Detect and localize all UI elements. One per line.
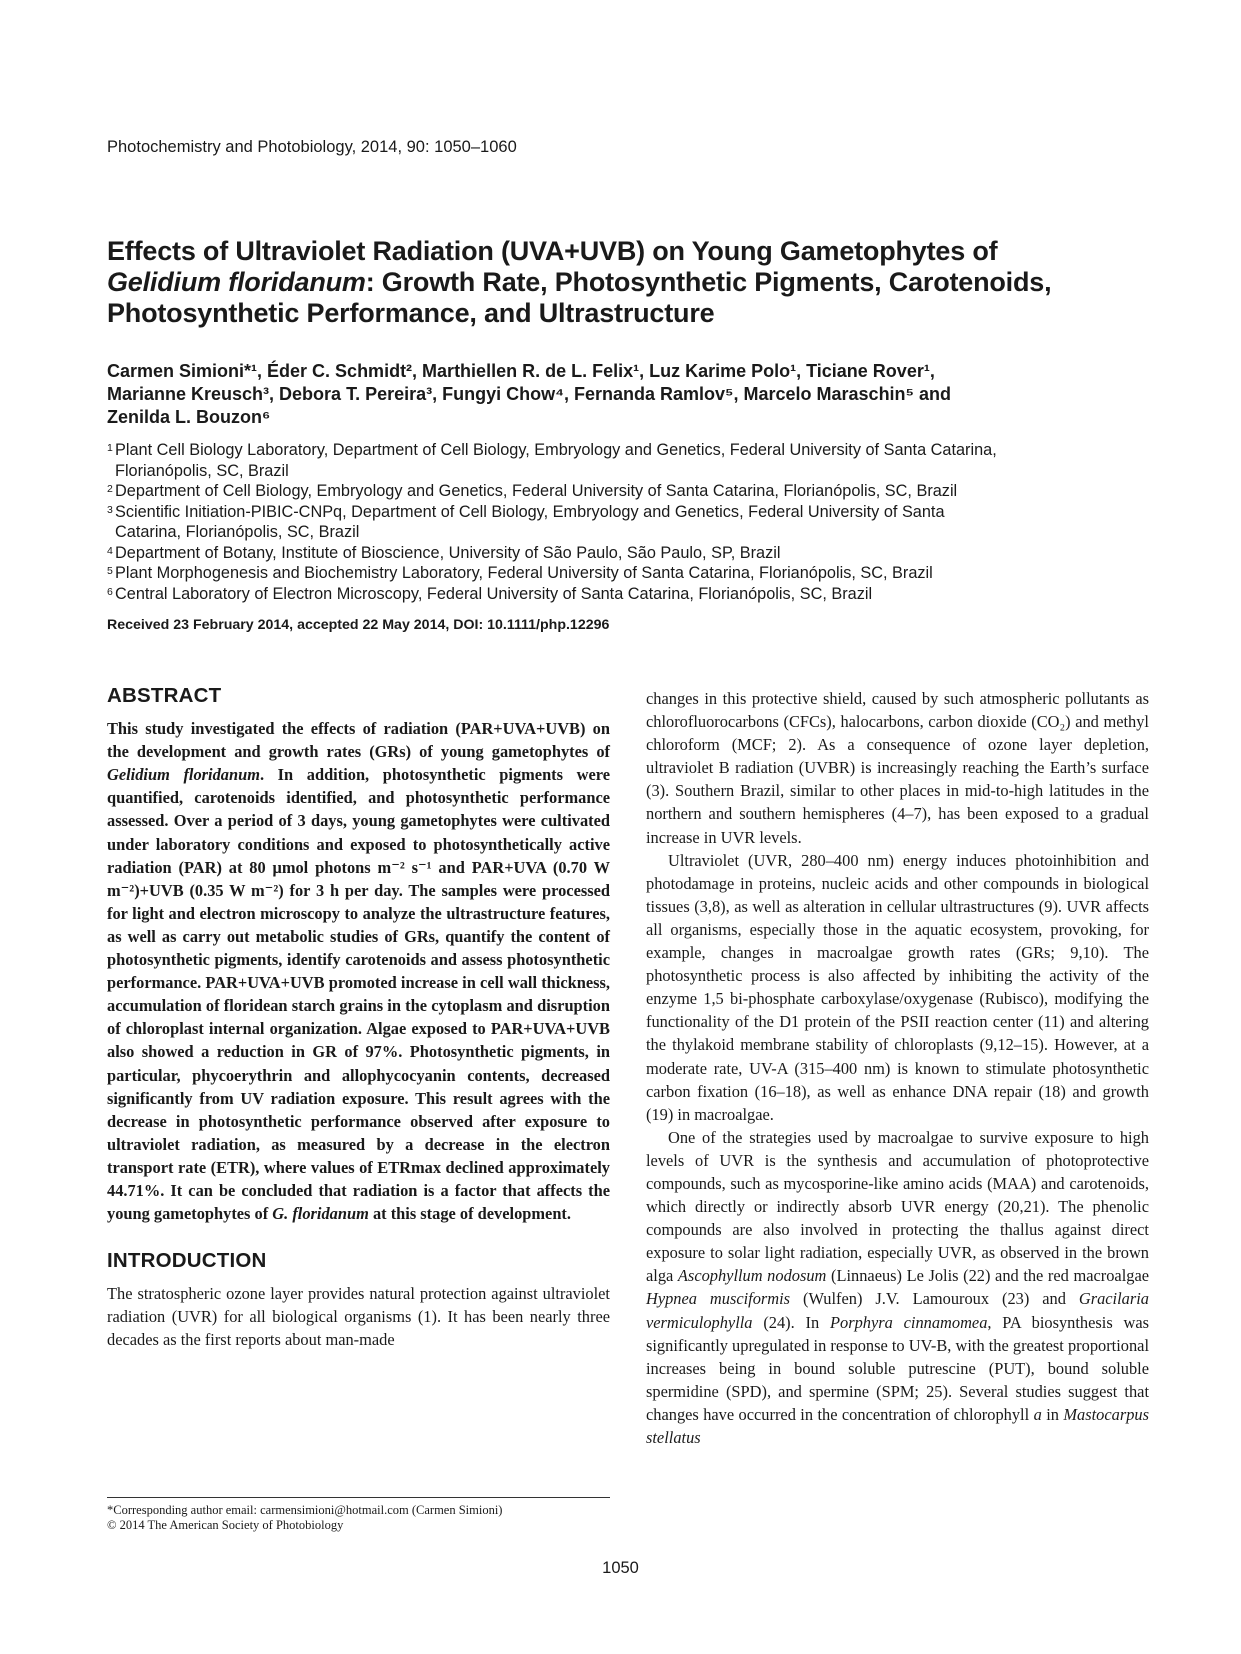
affiliation-text: Plant Cell Biology Laboratory, Department of Cell Biology, Embryology and Genetics, Federal University of Santa Catarina, xyxy=(115,441,997,459)
body-paragraph xyxy=(646,1126,1149,1449)
affiliation xyxy=(107,543,1167,564)
species-name: Mastocarpus stellatus xyxy=(646,1404,1149,1447)
chlorophyll-a: a xyxy=(1033,1404,1042,1424)
species-name: Hypnea musciformis xyxy=(646,1289,791,1309)
received-dates: Received 23 February 2014, accepted 22 May 2014, DOI: 10.1111/php.12296 xyxy=(107,617,610,633)
title-line-2 xyxy=(107,267,1167,298)
abstract-text xyxy=(107,717,610,1225)
page-number: 1050 xyxy=(602,1559,639,1577)
paragraph-part: , PA biosynthesis was significantly upregulated in response to UV-B, with the greatest proportional increases being in bound soluble putrescine (PUT), bound soluble spermidine (SPD), and spermine (SPM; 25). Several studies suggest that changes have occurred in the concentration of chlorophyll xyxy=(646,1312,1149,1424)
title-line-1: Effects of Ultraviolet Radiation (UVA+UVB) on Young Gametophytes of xyxy=(107,236,998,266)
abstract-species: G. floridanum xyxy=(272,1204,369,1224)
paragraph-part: One of the strategies used by macroalgae to survive exposure to high levels of UVR is the synthesis and accumulation of photoprotective compounds, such as mycosporine-like amino acids (MAA) and carotenoids, which directly or indirectly absorb UVR energy (20,21). The phenolic compounds are also involved in protecting the thallus against direct exposure to solar light radiation, especially UVR, as observed in the brown alga xyxy=(646,1127,1149,1286)
affiliation-text: Central Laboratory of Electron Microscopy, Federal University of Santa Catarina, Florianópolis, SC, Brazil xyxy=(115,584,873,603)
affiliation-text: Scientific Initiation-PIBIC-CNPq, Department of Cell Biology, Embryology and Genetics, Federal University of Santa xyxy=(115,502,945,521)
paragraph-part: (24). In xyxy=(763,1312,820,1332)
species-name: Porphyra cinnamomea xyxy=(830,1312,988,1332)
authors-line: Carmen Simioni*¹, Éder C. Schmidt², Marthiellen R. de L. Felix¹, Luz Karime Polo¹, Ticiane Rover¹, xyxy=(107,361,935,381)
authors-line: Marianne Kreusch³, Debora T. Pereira³, Fungyi Chow⁴, Fernanda Ramlov⁵, Marcelo Maraschin⁵ and xyxy=(107,384,952,404)
affiliation-list xyxy=(107,440,1167,604)
article-title xyxy=(107,236,1167,329)
abstract-heading: ABSTRACT xyxy=(107,684,222,707)
affiliation-text: Florianópolis, SC, Brazil xyxy=(115,461,289,480)
copyright: © 2014 The American Society of Photobiology xyxy=(107,1518,344,1532)
introduction-heading: INTRODUCTION xyxy=(107,1249,267,1273)
affiliation-number: 3 xyxy=(107,503,113,516)
paragraph-part: in xyxy=(1046,1404,1059,1424)
right-column xyxy=(646,687,1149,1449)
affiliation xyxy=(107,502,1167,543)
abstract-part: This study investigated the effects of radiation (PAR+UVA+UVB) on the development and growth rates (GRs) of young gametophytes of xyxy=(107,719,610,762)
author-list xyxy=(107,360,1167,429)
affiliation-number: 4 xyxy=(107,544,113,557)
body-paragraph: Ultraviolet (UVR, 280–400 nm) energy induces photoinhibition and photodamage in proteins, nucleic acids and other compounds in biological tissues (3,8), as well as alteration in cellular ultrastructures (9). UVR affects all organisms, especially those in the aquatic ecosystem, provoking, for example, changes in macroalgae growth rates (GRs; 9,10). The photosynthetic process is also affected by inhibiting the activity of the enzyme 1,5 bi-phosphate carboxylase/oxygenase (Rubisco), modifying the functionality of the D1 protein of the PSII reaction center (11) and altering the thylakoid membrane stability of chloroplasts (9,12–15). However, at a moderate rate, UV-A (315–400 nm) is known to stimulate photosynthetic carbon fixation (16–18), as well as enhance DNA repair (18) and growth (19) in macroalgae. xyxy=(646,850,1149,1124)
affiliation xyxy=(107,481,1167,502)
abstract-species: Gelidium floridanum xyxy=(107,765,260,785)
abstract-part: at this stage of development. xyxy=(372,1204,571,1224)
affiliation-text: Catarina, Florianópolis, SC, Brazil xyxy=(115,523,360,541)
abstract-part: . In addition, photosynthetic pigments were quantified, carotenoids identified, and photosynthetic performance assessed. Over a period of 3 days, young gametophytes were cultivated under laboratory conditions and exposed to photosynthetically active radiation (PAR) at 80 μmol photons m⁻² s⁻¹ and PAR+UVA (0.70 W m⁻²)+UVB (0.35 W m⁻²) for 3 h per day. The samples were processed for light and electron microscopy to analyze the ultrastructure features, as well as carry out metabolic studies of GRs, quantify the content of photosynthetic pigments, identify carotenoids and assess photosynthetic performance. PAR+UVA+UVB promoted increase in cell wall thickness, accumulation of floridean starch grains in the cytoplasm and disruption of chloroplast internal organization. Algae exposed to PAR+UVA+UVB also showed a reduction in GR of 97%. Photosynthetic pigments, in particular, phycoerythrin and allophycocyanin contents, decreased significantly from UV radiation exposure. This result agrees with the decrease in photosynthetic performance observed after exposure to ultraviolet radiation, as measured by a decrease in the electron transport rate (ETR), where values of ETRmax declined approximately 44.71%. It can be concluded that radiation is a factor that affects the young gametophytes of xyxy=(107,765,610,1224)
left-column xyxy=(107,684,610,1352)
footnote xyxy=(107,1497,610,1533)
affiliation-number: 1 xyxy=(107,442,113,454)
species-name: Ascophyllum nodosum xyxy=(677,1266,827,1286)
journal-header: Photochemistry and Photobiology, 2014, 90: 1050–1060 xyxy=(107,138,517,156)
title-line-3: Photosynthetic Performance, and Ultrastructure xyxy=(107,298,715,328)
affiliation xyxy=(107,563,1167,584)
affiliation-number: 6 xyxy=(107,585,113,598)
title-line-2-rest: : Growth Rate, Photosynthetic Pigments, Carotenoids, xyxy=(365,267,1052,297)
body-paragraph: changes in this protective shield, caused by such atmospheric pollutants as chlorofluorocarbons (CFCs), halocarbons, carbon dioxide (CO₂) and methyl chloroform (MCF; 2). As a consequence of ozone layer depletion, ultraviolet B radiation (UVBR) is increasingly reaching the Earth’s surface (3). Southern Brazil, similar to other places in mid-to-high latitudes in the northern and southern hemispheres (4–7), has been exposed to a gradual increase in UVR levels. xyxy=(646,689,1149,847)
affiliation-text: Department of Cell Biology, Embryology and Genetics, Federal University of Santa Catarina, Florianópolis, SC, Brazil xyxy=(115,482,958,500)
corresponding-author: *Corresponding author email: carmensimioni@hotmail.com (Carmen Simioni) xyxy=(107,1503,503,1517)
affiliation-text: Department of Botany, Institute of Bioscience, University of São Paulo, São Paulo, SP, Brazil xyxy=(115,543,781,562)
paragraph-part: (Wulfen) J.V. Lamouroux (23) and xyxy=(803,1289,1066,1309)
species-name: Gracilaria vermiculophylla xyxy=(646,1289,1149,1332)
authors-line: Zenilda L. Bouzon⁶ xyxy=(107,407,271,427)
affiliation xyxy=(107,584,1167,605)
affiliation-text: Plant Morphogenesis and Biochemistry Laboratory, Federal University of Santa Catarina, Florianópolis, SC, Brazil xyxy=(115,564,933,582)
title-species: Gelidium floridanum xyxy=(107,267,366,297)
introduction-paragraph: The stratospheric ozone layer provides natural protection against ultraviolet radiation (UVR) for all biological organisms (1). It has been nearly three decades as the first reports about man-made xyxy=(107,1284,610,1350)
affiliation-number: 2 xyxy=(107,483,113,495)
affiliation-number: 5 xyxy=(107,565,113,577)
affiliation xyxy=(107,440,1167,481)
paragraph-part: (Linnaeus) Le Jolis (22) and the red macroalgae xyxy=(831,1266,1149,1286)
